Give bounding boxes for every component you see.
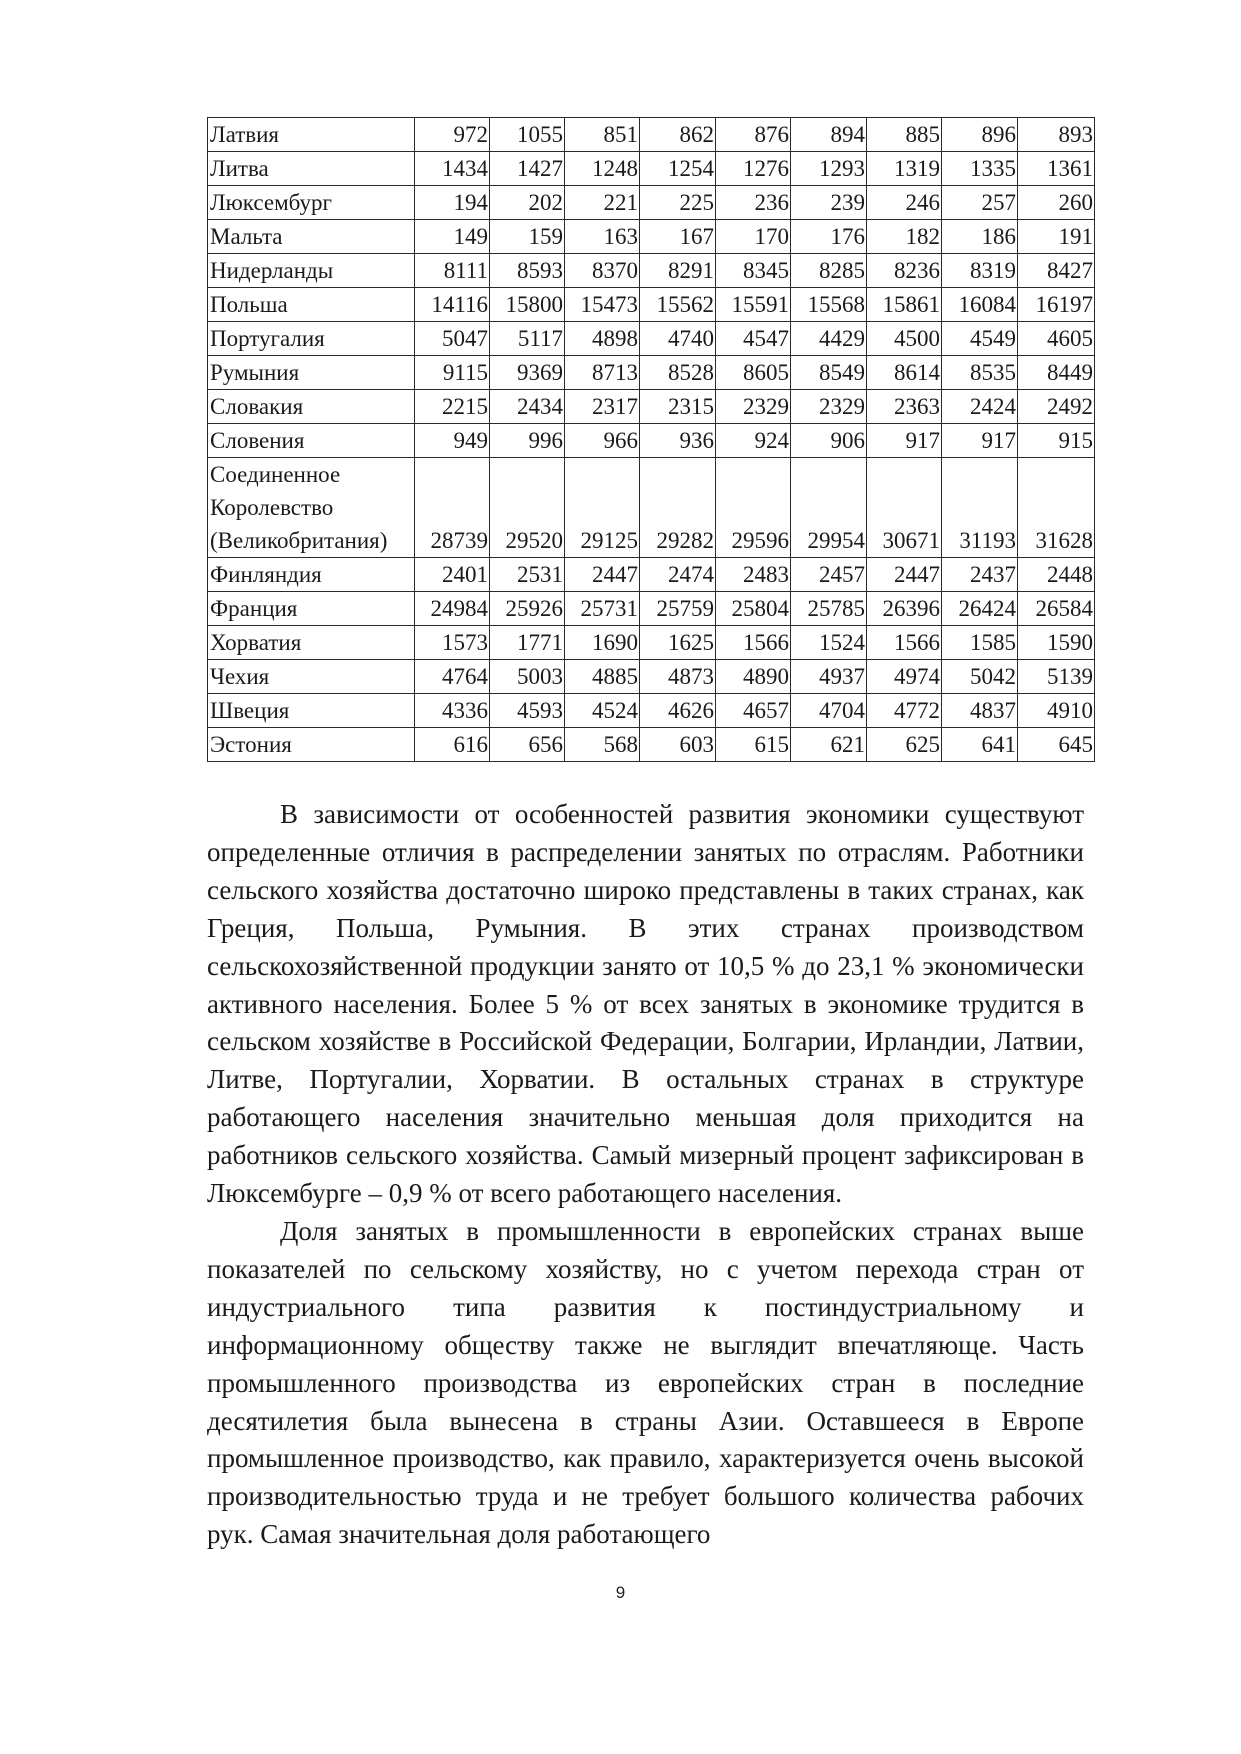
- value-cell: 4657: [716, 694, 791, 728]
- value-cell: 2317: [565, 390, 640, 424]
- value-cell: 29954: [791, 458, 867, 558]
- value-cell: 149: [415, 220, 490, 254]
- table-row: [208, 660, 1095, 694]
- value-cell: 949: [415, 424, 490, 458]
- table-row: [208, 186, 1095, 220]
- value-cell: 4764: [415, 660, 490, 694]
- value-cell: 29520: [490, 458, 565, 558]
- value-cell: 568: [565, 728, 640, 762]
- value-cell: 2329: [716, 390, 791, 424]
- value-cell: 8111: [415, 254, 490, 288]
- country-cell: Хорватия: [208, 626, 415, 660]
- value-cell: 5042: [942, 660, 1018, 694]
- value-cell: 8319: [942, 254, 1018, 288]
- value-cell: 996: [490, 424, 565, 458]
- value-cell: 862: [640, 118, 716, 152]
- country-cell: Эстония: [208, 728, 415, 762]
- value-cell: 1590: [1018, 626, 1095, 660]
- value-cell: 966: [565, 424, 640, 458]
- value-cell: 8345: [716, 254, 791, 288]
- value-cell: 906: [791, 424, 867, 458]
- table-row: [208, 220, 1095, 254]
- value-cell: 1254: [640, 152, 716, 186]
- value-cell: 225: [640, 186, 716, 220]
- value-cell: 15591: [716, 288, 791, 322]
- table-row: [208, 288, 1095, 322]
- value-cell: 2363: [867, 390, 942, 424]
- value-cell: 31628: [1018, 458, 1095, 558]
- table-row: [208, 254, 1095, 288]
- value-cell: 8535: [942, 356, 1018, 390]
- value-cell: 25785: [791, 592, 867, 626]
- value-cell: 159: [490, 220, 565, 254]
- value-cell: 4704: [791, 694, 867, 728]
- value-cell: 8285: [791, 254, 867, 288]
- value-cell: 1771: [490, 626, 565, 660]
- table-row: [208, 424, 1095, 458]
- value-cell: 2401: [415, 558, 490, 592]
- value-cell: 1585: [942, 626, 1018, 660]
- value-cell: 191: [1018, 220, 1095, 254]
- value-cell: 1335: [942, 152, 1018, 186]
- table-row: [208, 322, 1095, 356]
- value-cell: 1276: [716, 152, 791, 186]
- value-cell: 924: [716, 424, 791, 458]
- value-cell: 2424: [942, 390, 1018, 424]
- value-cell: 8713: [565, 356, 640, 390]
- value-cell: 1319: [867, 152, 942, 186]
- value-cell: 8605: [716, 356, 791, 390]
- value-cell: 4547: [716, 322, 791, 356]
- value-cell: 186: [942, 220, 1018, 254]
- value-cell: 29125: [565, 458, 640, 558]
- country-cell: Литва: [208, 152, 415, 186]
- value-cell: 1566: [716, 626, 791, 660]
- value-cell: 16084: [942, 288, 1018, 322]
- value-cell: 8427: [1018, 254, 1095, 288]
- value-cell: 876: [716, 118, 791, 152]
- value-cell: 31193: [942, 458, 1018, 558]
- value-cell: 4500: [867, 322, 942, 356]
- value-cell: 239: [791, 186, 867, 220]
- table-body: [208, 118, 1095, 762]
- table-row: [208, 118, 1095, 152]
- value-cell: 936: [640, 424, 716, 458]
- value-cell: 4524: [565, 694, 640, 728]
- value-cell: 2447: [867, 558, 942, 592]
- value-cell: 972: [415, 118, 490, 152]
- value-cell: 1573: [415, 626, 490, 660]
- value-cell: 2448: [1018, 558, 1095, 592]
- country-cell: Румыния: [208, 356, 415, 390]
- country-cell: Чехия: [208, 660, 415, 694]
- value-cell: 1690: [565, 626, 640, 660]
- value-cell: 1434: [415, 152, 490, 186]
- table-row: [208, 728, 1095, 762]
- value-cell: 1625: [640, 626, 716, 660]
- value-cell: 2531: [490, 558, 565, 592]
- value-cell: 1427: [490, 152, 565, 186]
- value-cell: 221: [565, 186, 640, 220]
- value-cell: 851: [565, 118, 640, 152]
- value-cell: 8236: [867, 254, 942, 288]
- paragraph-1: В зависимости от особенностей развития экономики существуют определенные отличия в распределении занятых по отраслям. Работники сельского хозяйства достаточно широко представлены в таких странах, как Греция, Польша, Румыния. В этих странах производством сельскохозяйственной продукции занято от 10,5 % до 23,1 % экономически активного населения. Более 5 % от всех занятых в экономике трудится в сельском хозяйстве в Российской Федерации, Болгарии, Ирландии, Латвии, Литве, Португалии, Хорватии. В остальных странах в структуре работающего населения значительно меньшая доля приходится на работников сельского хозяйства. Самый мизерный процент зафиксирован в Люксембурге – 0,9 % от всего работающего населения.: [207, 799, 1084, 1209]
- value-cell: 645: [1018, 728, 1095, 762]
- value-cell: 615: [716, 728, 791, 762]
- value-cell: 4336: [415, 694, 490, 728]
- value-cell: 656: [490, 728, 565, 762]
- table-row: [208, 558, 1095, 592]
- value-cell: 194: [415, 186, 490, 220]
- value-cell: 9369: [490, 356, 565, 390]
- value-cell: 260: [1018, 186, 1095, 220]
- value-cell: 641: [942, 728, 1018, 762]
- value-cell: 4974: [867, 660, 942, 694]
- value-cell: 1566: [867, 626, 942, 660]
- value-cell: 14116: [415, 288, 490, 322]
- value-cell: 26424: [942, 592, 1018, 626]
- value-cell: 15861: [867, 288, 942, 322]
- value-cell: 2329: [791, 390, 867, 424]
- value-cell: 603: [640, 728, 716, 762]
- body-text: [207, 796, 1084, 1554]
- value-cell: 2447: [565, 558, 640, 592]
- value-cell: 4937: [791, 660, 867, 694]
- value-cell: 625: [867, 728, 942, 762]
- country-cell: Соединенное Королевство (Великобритания): [208, 458, 415, 558]
- value-cell: 170: [716, 220, 791, 254]
- value-cell: 8528: [640, 356, 716, 390]
- value-cell: 8449: [1018, 356, 1095, 390]
- value-cell: 915: [1018, 424, 1095, 458]
- value-cell: 2315: [640, 390, 716, 424]
- value-cell: 4593: [490, 694, 565, 728]
- value-cell: 176: [791, 220, 867, 254]
- country-cell: Латвия: [208, 118, 415, 152]
- table-row: [208, 390, 1095, 424]
- value-cell: 4429: [791, 322, 867, 356]
- value-cell: 4898: [565, 322, 640, 356]
- value-cell: 15568: [791, 288, 867, 322]
- value-cell: 25926: [490, 592, 565, 626]
- value-cell: 2437: [942, 558, 1018, 592]
- value-cell: 4910: [1018, 694, 1095, 728]
- value-cell: 5139: [1018, 660, 1095, 694]
- value-cell: 5003: [490, 660, 565, 694]
- value-cell: 163: [565, 220, 640, 254]
- value-cell: 1524: [791, 626, 867, 660]
- value-cell: 4885: [565, 660, 640, 694]
- value-cell: 4837: [942, 694, 1018, 728]
- value-cell: 1248: [565, 152, 640, 186]
- value-cell: 8593: [490, 254, 565, 288]
- table-row: [208, 458, 1095, 558]
- value-cell: 246: [867, 186, 942, 220]
- value-cell: 15473: [565, 288, 640, 322]
- country-cell: Словакия: [208, 390, 415, 424]
- value-cell: 8370: [565, 254, 640, 288]
- value-cell: 15800: [490, 288, 565, 322]
- value-cell: 616: [415, 728, 490, 762]
- value-cell: 893: [1018, 118, 1095, 152]
- value-cell: 257: [942, 186, 1018, 220]
- value-cell: 182: [867, 220, 942, 254]
- value-cell: 917: [867, 424, 942, 458]
- value-cell: 5047: [415, 322, 490, 356]
- value-cell: 167: [640, 220, 716, 254]
- country-cell: Финляндия: [208, 558, 415, 592]
- value-cell: 236: [716, 186, 791, 220]
- value-cell: 8549: [791, 356, 867, 390]
- country-cell: Польша: [208, 288, 415, 322]
- page-number: 9: [615, 1583, 626, 1602]
- value-cell: 28739: [415, 458, 490, 558]
- value-cell: 24984: [415, 592, 490, 626]
- value-cell: 30671: [867, 458, 942, 558]
- value-cell: 25804: [716, 592, 791, 626]
- value-cell: 894: [791, 118, 867, 152]
- value-cell: 4873: [640, 660, 716, 694]
- value-cell: 4549: [942, 322, 1018, 356]
- value-cell: 25731: [565, 592, 640, 626]
- country-cell: Швеция: [208, 694, 415, 728]
- value-cell: 26584: [1018, 592, 1095, 626]
- country-cell: Нидерланды: [208, 254, 415, 288]
- value-cell: 29282: [640, 458, 716, 558]
- value-cell: 4772: [867, 694, 942, 728]
- value-cell: 25759: [640, 592, 716, 626]
- value-cell: 896: [942, 118, 1018, 152]
- value-cell: 9115: [415, 356, 490, 390]
- value-cell: 2215: [415, 390, 490, 424]
- employment-table: [207, 117, 1095, 762]
- table-row: [208, 694, 1095, 728]
- value-cell: 16197: [1018, 288, 1095, 322]
- value-cell: 621: [791, 728, 867, 762]
- value-cell: 2492: [1018, 390, 1095, 424]
- value-cell: 8291: [640, 254, 716, 288]
- table-row: [208, 356, 1095, 390]
- value-cell: 1361: [1018, 152, 1095, 186]
- country-cell: Франция: [208, 592, 415, 626]
- table-row: [208, 626, 1095, 660]
- value-cell: 26396: [867, 592, 942, 626]
- value-cell: 4605: [1018, 322, 1095, 356]
- value-cell: 29596: [716, 458, 791, 558]
- country-cell: Португалия: [208, 322, 415, 356]
- table-row: [208, 152, 1095, 186]
- value-cell: 5117: [490, 322, 565, 356]
- value-cell: 1293: [791, 152, 867, 186]
- country-cell: Мальта: [208, 220, 415, 254]
- value-cell: 4740: [640, 322, 716, 356]
- table-row: [208, 592, 1095, 626]
- value-cell: 885: [867, 118, 942, 152]
- value-cell: 2434: [490, 390, 565, 424]
- country-cell: Словения: [208, 424, 415, 458]
- value-cell: 4626: [640, 694, 716, 728]
- value-cell: 4890: [716, 660, 791, 694]
- value-cell: 8614: [867, 356, 942, 390]
- value-cell: 2483: [716, 558, 791, 592]
- value-cell: 917: [942, 424, 1018, 458]
- country-cell: Люксембург: [208, 186, 415, 220]
- value-cell: 15562: [640, 288, 716, 322]
- value-cell: 1055: [490, 118, 565, 152]
- value-cell: 2457: [791, 558, 867, 592]
- value-cell: 2474: [640, 558, 716, 592]
- value-cell: 202: [490, 186, 565, 220]
- paragraph-2: Доля занятых в промышленности в европейских странах выше показателей по сельскому хозяйству, но с учетом перехода стран от индустриального типа развития к постиндустриальному и информационному обществу также не выглядит впечатляюще. Часть промышленного производства из европейских стран в последние десятилетия была вынесена в страны Азии. Оставшееся в Европе промышленное производство, как правило, характеризуется очень высокой производительностью труда и не требует большого количества рабочих рук. Самая значительная доля работающего: [207, 1215, 1084, 1550]
